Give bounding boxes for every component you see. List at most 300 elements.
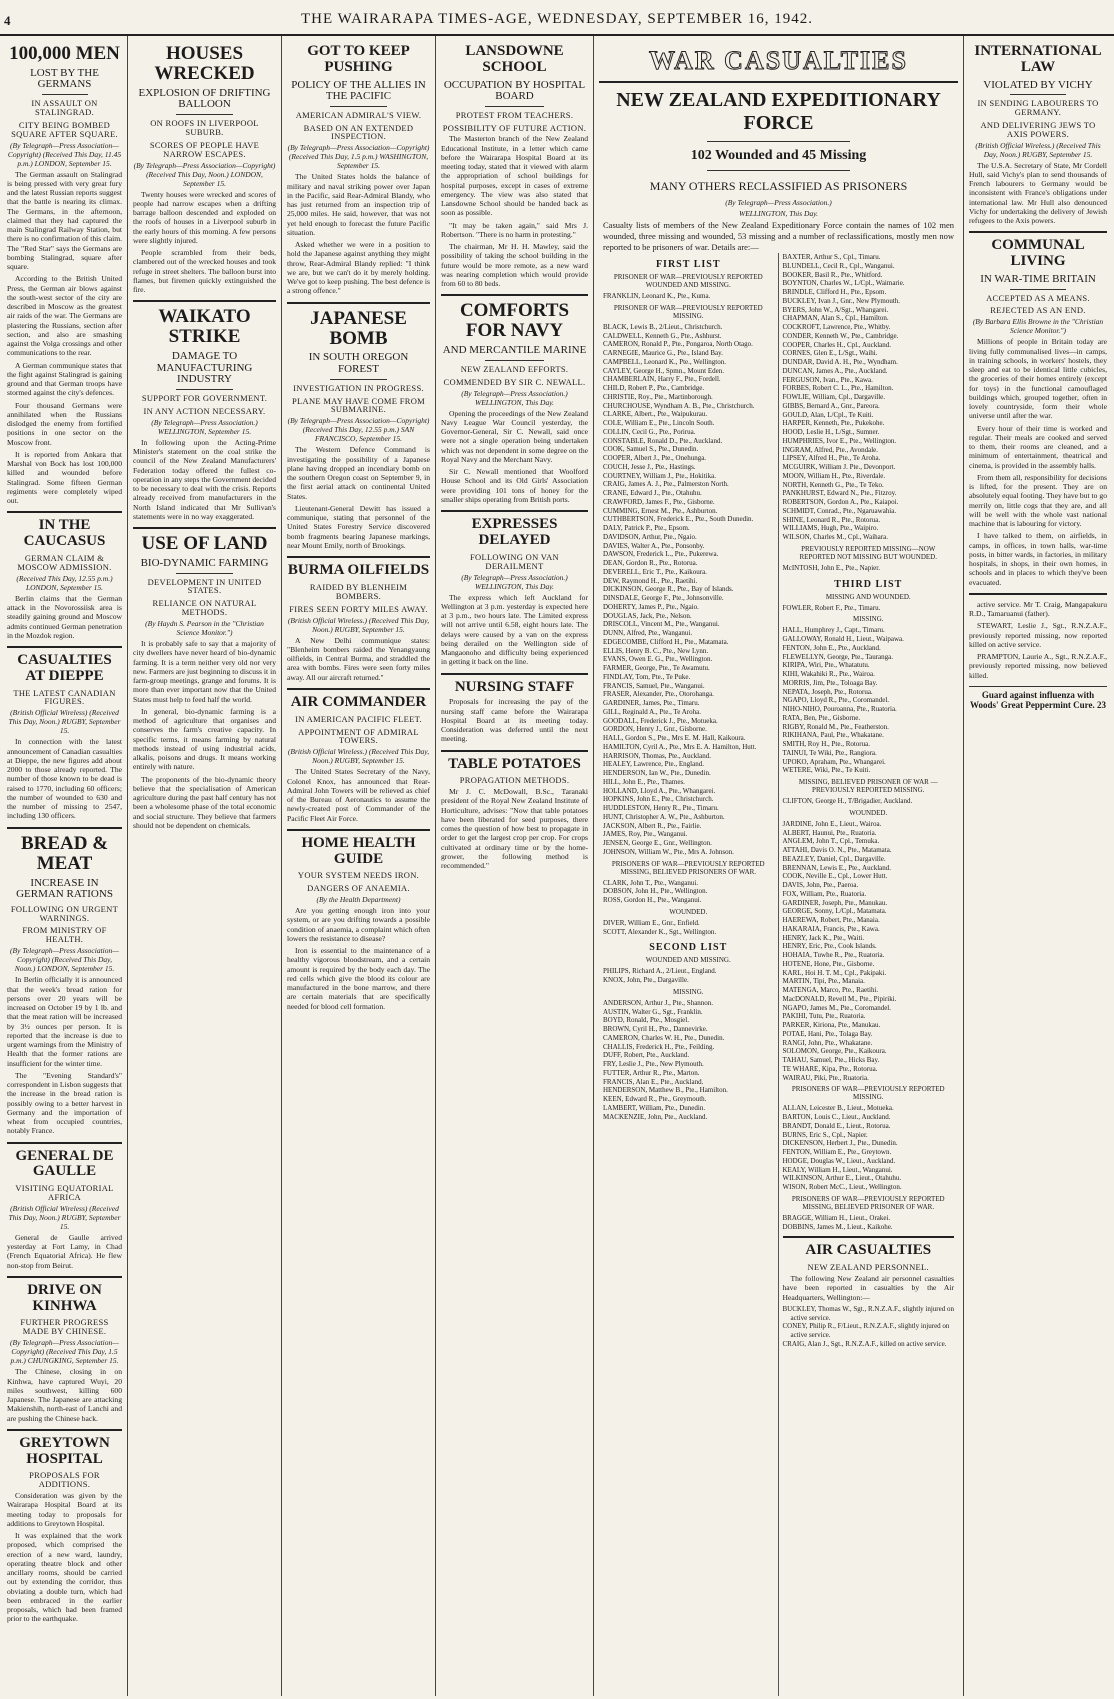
headline: HOME HEALTH GUIDE [301,834,416,867]
casualty-name: CHAMBERLAIN, Harry F., Pte., Fordell. [603,375,721,384]
casualty-name: WISON, Robert McC., Lieut., Wellington. [782,1183,902,1192]
paragraph: Every hour of their time is worked and regular. Their meals are cooked and served to them, their rooms are cleaned, and a minimum of entertainment, theatrical and cinema, is provided in the assembly halls. [969,423,1107,470]
subheadline: BIO-DYNAMIC FARMING [140,556,269,569]
paragraph: The "Evening Standard's" correspondent in Lisbon suggests that the increase in the bread ration is possibly owing to a better harvest in Germany and the importation of wheat from occupied countries, notably France. [7,1070,122,1136]
paragraph: In following upon the Acting-Prime Minister's statement on the coal strike the council of the New Zealand Manufacturers' Federation today offered the fullest co-operation in any steps the Government decided to be necessary to deal with the crisis. Reports already received from manufacturers in the North Island indicated that Mr Sullivan's statements were in no way exaggerated. [133,437,276,521]
list-title: SECOND LIST [649,942,728,954]
paragraph: The proponents of the bio-dynamic theory believe that the specialisation of American agriculture during the past half century has not been a wholesome phase of the total economic and social structure. They believe that farmers should not be dependent on chemicals. [133,774,276,830]
subheadline: MANY OTHERS RECLASSIFIED AS PRISONERS [649,179,908,193]
advertisement [969,686,1107,710]
casualty-name: DAVIDSON, Arthur, Pte., Ngaio. [603,532,697,541]
article-caucasus [7,518,122,640]
casualty-name: KIRIPA, Wiri, Pte., Whatatutu. [782,661,870,670]
casualty-name: DALY, Patrick P., Pte., Epsom. [603,524,690,533]
column-2 [128,36,282,1696]
subheadline: AND MERCANTILE MARINE [442,344,587,357]
casualty-name: HENDERSON, Matthew B., Pte., Hamilton. [603,1086,728,1095]
casualty-name: PAKIHI, Tutu, Pte., Ruatoria. [782,1012,866,1021]
subheadline: LOST BY THE GERMANS [30,66,99,91]
subheadline: NEW ZEALAND EFFORTS. [460,363,569,374]
casualty-name: HUNT, Christopher A. W., Pte., Ashburton. [603,812,725,821]
casualty-name: GOODALL, Frederick J., Pte., Motueka. [603,716,718,725]
casualty-name: MARTIN, Tipi, Pte., Manaia. [782,977,865,986]
byline: (By the Health Department) [316,895,401,905]
byline: (British Official Wireless) (Received This Day, Noon.) RUGBY, September 15. [8,1203,121,1231]
casualty-name: FENTON, William E., Pte., Greytown. [782,1148,892,1157]
casualty-name: LAMBERT, William, Pte., Dunedin. [603,1103,706,1112]
casualty-name: BLACK, Lewis B., 2/Lieut., Christchurch. [603,322,723,331]
casualty-name: ATTAHI, Davis O. N., Pte., Matamata. [782,846,892,855]
column-1 [2,36,128,1696]
casualty-name: NEPATA, Joseph, Pte., Rotorua. [782,687,873,696]
casualty-name: CUTHBERTSON, Frederick E., Pte., South Dunedin. [603,515,754,524]
casualty-name: PHILIPS, Richard A., 2/Lieut., England. [603,967,717,976]
paragraph: Mr J. C. McDowall, B.Sc., Taranaki president of the Royal New Zealand Institute of Horticulture, advises: "Now that table potatoes have been liberated for seed purposes, there comes the question of how best to propagate in order to get the largest crop per crop. For crops cultivated at ordinary time or by the home-grower, the following method is recommended." [441,787,588,871]
casualty-name: GEORGE, Sonny, L/Cpl., Matamata. [782,907,887,916]
casualty-name: BYERS, John W., A/Sgt., Whangarei. [782,305,889,314]
subheadline: FOLLOWING ON VAN DERAILMENT [469,551,559,571]
casualty-name: DOBSON, John H., Pte., Wellington. [603,887,708,896]
headline: CASUALTIES AT DIEPPE [17,652,112,684]
casualty-name: GARDINER, James, Pte., Timaru. [603,699,700,708]
byline: (By Telegraph—Press Association.) WELLINGTON, September 15. [151,417,258,436]
casualty-name: FOWLER, Robert F., Pte., Timaru. [782,603,881,612]
casualty-lists [599,253,958,1696]
casualty-name: CHALLIS, Frederick H., Pte., Feilding. [603,1042,715,1051]
newspaper-title: THE WAIRARAPA TIMES-AGE, WEDNESDAY, SEPTEMBER 16, 1942. [301,11,813,27]
headline: WAIKATO STRIKE [158,306,251,348]
paragraph: The United States holds the balance of military and naval striking power over Japan in the Pacific, said Rear-Admiral Blandy, who has just returned from an inspection trip of 25,000 miles. He said, however, that was not yet held enough to forecast the future Pacific situation. [287,172,430,237]
casualty-name: AUSTIN, Walter G., Sgt., Franklin. [603,1007,703,1016]
article-japanese-bomb [287,309,430,550]
casualty-name: WILSON, Charles M., Cpl., Waihara. [782,533,888,542]
paragraph: The Western Defence Command is investigating the possibility of a Japanese plane having dropped an incendiary bomb on the southern Oregon coast on September 9, in the first aerial attack on continental United States. [287,445,430,501]
article-use-of-land [133,534,276,830]
casualty-name: WETERE, Wiki, Pte., Te Kuiti. [782,766,871,775]
casualty-name: MOON, William H., Pte., Riverdale. [782,471,886,480]
paragraph: Millions of people in Britain today are living fully communalised lives—in camps, in training schools, in workers' hostels, they sleep and eat to be identical little cubicles, the groceries of their homes entirely (except for toys) in the functional camouflaged buildings which, grouped together, often in lovely countryside, form their whole universe until after the war. [969,337,1107,421]
casualty-name: DUNCAN, James A., Pte., Auckland. [782,366,888,375]
subheadline: VIOLATED BY VICHY [983,78,1093,91]
column-war-casualties [594,36,964,1696]
casualty-name: FRANCIS, Samuel, Pte., Wanganui. [603,681,705,690]
headline: IN THE CAUCASUS [23,517,106,550]
paragraph: The United States Secretary of the Navy, Colonel Knox, has announced that Rear-Admiral John Towers will be relieved as chief of the Bureau of Aeronautics to assume the newly-created post of Commander of the Pacific Fleet Air Force. [287,767,430,823]
casualty-name: GOULD, Alan, L/Cpl., Te Kuiti. [782,410,874,419]
article-stalingrad [7,44,122,505]
casualty-name: BARTON, Louis C., Lieut., Auckland. [782,1113,891,1122]
subheadline: NEW ZEALAND PERSONNEL. [807,1262,929,1273]
subheadline: AND DELIVERING JEWS TO AXIS POWERS. [980,119,1096,139]
subheadline: GERMAN CLAIM & MOSCOW ADMISSION. [17,552,112,572]
casualty-name: CALDWELL, Kenneth G., Pte., Ashhurst. [603,331,722,340]
headline: INTERNATIONAL LAW [974,43,1102,75]
casualty-name: DUNDAR, David A. H., Pte., Wyndham. [782,358,898,367]
casualty-name: FLEWELLYN, George, Pte., Tauranga. [782,652,894,661]
casualty-name: FARMER, George, Pte., Te Awamutu. [603,664,710,673]
article-de-gaulle [7,1149,122,1270]
list-title: FIRST LIST [655,259,721,271]
subheadline: EXPLOSION OF DRIFTING BALLOON [138,86,271,111]
headline: TABLE POTATOES [448,755,581,772]
paragraph: In connection with the latest announcement of Canadian casualties at Dieppe, the new figures add about 2000 to those already reported. The number of those known to be dead is raised to 1770, including 60 officers; the number of wounded to 630 and the number of missing to 2547, including 130 officers. [7,737,122,821]
casualty-name: CONSTABLE, Ronald D., Pte., Auckland. [603,436,723,445]
casualty-name: KNOX, John, Pte., Dargaville. [603,976,689,985]
paragraph: It was explained that the work proposed, which comprised the erection of a new ward, laundry, operating theatre block and other ancillary rooms, should be carried out by extending the corridor, thus obviating a double turn, which had been embraced in the earlier proposals, which had been framed prior to the earthquake. [7,1531,122,1624]
casualty-name: BOYD, Ronald, Pte., Mosgiel. [603,1016,689,1025]
casualty-name: INGRAM, Alfred, Pte., Avondale. [782,445,879,454]
paragraph: Proposals for increasing the pay of the nursing staff came before the Wairarapa Hospital Board at its meeting today. Consideration was deferred until the next meeting. [441,697,588,744]
casualty-name: FENTON, John E., Pte., Auckland. [782,643,881,652]
casualty-name: TE WHARE, Kipa, Pte., Rotorua. [782,1064,878,1073]
byline: (By Telegraph—Press Association.) WELLINGTON, This Day. [461,572,568,591]
article-comforts-navy [441,301,588,504]
list-category: MISSING, BELIEVED PRISONER OF WAR —PREVIOUSLY REPORTED MISSING. [798,778,938,795]
casualty-name: ROBERTSON, Gordon A., Pte., Kaiapoi. [782,498,899,507]
casualty-name: COCKROFT, Lawrence, Pte., Whitby. [782,323,891,332]
casualty-name: CAMPBELL, Leonard K., Pte., Wellington. [603,357,726,366]
paragraph: It is probably safe to say that a majority of city dwellers have never heard of bio-dynamic farming. It is a term neither very old nor very new. Farmers are just beginning to discuss it in farm-group meetings, grange and forums. It is more than ever important now that the United States must help to feed half the world. [133,639,276,704]
subheadline: PLANE MAY HAVE COME FROM SUBMARINE. [292,395,425,415]
paragraph: Iron is essential to the maintenance of a healthy vigorous bloodstream, and a certain amount is required by the body each day. The red cells which give the blood its colour are manufactured in the bone marrow, and there are certain materials that are specifically needed for blood cell formation. [287,946,430,1011]
subheadline: DEVELOPMENT IN UNITED STATES. [147,576,262,596]
paragraph: The Masterton branch of the New Zealand Educational Institute, in a letter which came before the Wairarapa Hospital Board at its meeting today, stated that it viewed with alarm the appropriation of school buildings for hospital purposes, except in cases of extreme emergency. The view was also stated that Lansdowne School should be handed back as soon as possible. [441,134,588,218]
subheadline: PROPAGATION METHODS. [459,775,570,786]
byline: (By Telegraph—Press Association.) [725,198,832,207]
article-bread-meat [7,834,122,1136]
article-international-law [969,44,1107,225]
casualty-name: RANGI, John, Pte., Whakatane. [782,1038,873,1047]
column-4 [436,36,594,1696]
paragraph: Lieutenant-General Dewitt has issued a communique, stating that personnel of the United States Forestry Service discovered bomb fragments bearing Japanese markings, near Mount Emily, north of Brookings. [287,503,430,550]
casualty-name: DAWSON, Frederick L., Pte., Pukerewa. [603,550,719,559]
list-category: PREVIOUSLY REPORTED MISSING—NOW REPORTED NOT MISSING BUT WOUNDED. [799,544,937,561]
casualty-name: CRAIG, Alan J., Sgt., R.N.Z.A.F., killed on active service. [782,1339,947,1348]
casualty-name: RATA, Ben, Pte., Gisborne. [782,713,861,722]
casualty-name: HOPKINS, John E., Pte., Christchurch. [603,795,714,804]
paragraph: People scrambled from their beds, clambered out of the wrecked houses and took refuge in street shelters. The balloon burst into flames, but firemen quickly extinguished the fire. [133,248,276,295]
casualty-name: GILL, Reginald A., Pte., Te Aroha. [603,707,701,716]
article-home-health [287,836,430,1011]
casualty-name: PANKHURST, Edward N., Pte., Fitzroy. [782,489,897,498]
subheadline: FIRES SEEN FORTY MILES AWAY. [289,603,428,614]
dateline: WELLINGTON, This Day. [738,209,819,218]
casualty-name: HAMILTON, Cyril A., Pte., Mrs E. A. Hamilton, Hutt. [603,742,757,751]
list-category: PRISONERS OF WAR—PREVIOUSLY REPORTED MISSING, BELIEVED PRISONERS OF WAR. [611,859,765,876]
casualty-name: HALL, Gordon S., Pte., Mrs E. M. Hall, Kaikoura. [603,734,746,743]
casualty-name: COOK, Neville E., Cpl., Lower Hutt. [782,872,888,881]
byline: (By Telegraph—Press Association—Copyright) (Received This Day, Noon.) LONDON, September 15. [10,946,119,974]
paragraph: A German communique states that the fight against Stalingrad is gaining ground and that German troops have stormed against the city's defences. [7,360,122,398]
casualty-name: CUMMING, Ernest M., Pte., Ashburton. [603,506,718,515]
headline: 100,000 MEN [9,43,120,64]
paragraph: The German assault on Stalingrad is being pressed with very great fury and the latest Russian reports suggest that the battle is nearing its climax. The Germans, in the afternoon, claimed that they had captured the main Stalingrad Railway Station, but there is no confirmation of this claim. The "Red Star" says the Germans are bombing Stalingrad, square after square. [7,169,122,272]
casualty-name: CHURCHOUSE, Wyndham A. B., Pte., Christchurch. [603,401,755,410]
subheadline: AMERICAN ADMIRAL'S VIEW. [295,109,422,120]
subheadline: FOLLOWING ON URGENT WARNINGS. [10,903,119,923]
casualty-name: FINDLAY, Tom, Pte., Te Puke. [603,672,691,681]
casualty-name: FORBES, Robert C. L., Pte., Hamilton. [782,384,894,393]
paragraph: Twenty houses were wrecked and scores of people had narrow escapes when a drifting barrage balloon descended and exploded on the roofs of houses in a Liverpool suburb in the early hours of this morning. A few persons were slightly injured. [133,189,276,245]
casualty-name: HAKARAIA, Francis, Pte., Kawa. [782,924,880,933]
casualty-name: DIVER, William E., Gnr., Enfield. [603,918,700,927]
paragraph: In Berlin officially it is announced that the week's bread ration for persons over 20 years will be increased on October 19 by 1 lb. and that the meat ration will be increased by 3½ ounces per person. It is reported that the increase is due to urgent warnings from the Ministry of Health that the former rations are insufficient for the winter time. [7,975,122,1068]
lead-paragraph: Casualty lists of members of the New Zealand Expeditionary Force contain the names of 102 men wounded, three missing and wounded, 53 missing and a number of reclassifications, mostly men now reported to be prisoners of war. Details are:— [603,220,954,253]
subheadline: YOUR SYSTEM NEEDS IRON. [297,870,420,881]
byline: (By Barbara Ellis Browne in the "Christian Science Monitor.") [972,317,1104,336]
headline: JAPANESE BOMB [310,307,407,349]
casualty-name: CHAPMAN, Alan S., Cpl., Hamilton. [782,314,889,323]
casualty-name: MCGUIRK, William J. Pte., Devonport. [782,463,896,472]
casualty-name: HOLLAND, Lloyd A., Pte., Whangarei. [603,786,716,795]
article-dieppe [7,653,122,821]
headline: GENERAL DE GAULLE [15,1147,114,1180]
casualty-name: HILL, John E., Pte., Thames. [603,777,685,786]
casualty-name: KARL, Hoi H. T. M., Cpl., Pakipaki. [782,968,887,977]
subheadline: SUPPORT FOR GOVERNMENT. [141,392,268,403]
list-category: WOUNDED. [849,808,888,817]
byline: (British Official Wireless) (Received This Day, Noon.) RUGBY, September 15. [8,708,121,736]
casualty-name: FUTTER, Arthur R., Pte., Marton. [603,1068,700,1077]
headline: GOT TO KEEP PUSHING [307,43,410,75]
headline: AIR COMMANDER [290,693,427,710]
paragraph: Asked whether we were in a position to hold the Japanese against anything they might throw, Rear-Admiral Blandy replied: "I think we are, but we can't do it by merely holding. We've got to keep pushing. The best defence is a strong offence." [287,240,430,296]
paragraph: "It may be taken again," said Mrs J. Robertson. "There is no harm in protesting." [441,220,588,239]
ad-text: Guard against influenza with Woods' Great Peppermint Cure. [970,689,1095,710]
casualty-name: NIHO-NIHO, Pouroanna, Pte., Ruatoria. [782,705,897,714]
list-category: PRISONERS OF WAR—PREVIOUSLY REPORTED MISSING, BELIEVED PRISONER OF WAR. [791,1194,945,1211]
paragraph: According to the British United Press, the German air blows against the south-west sector of the city are described in Moscow as the greatest air raids of the war. The Germans are plastering the Russians, section after section, and also are smashing against the Volga crossings and other communications to the rear. [7,274,122,358]
byline: (British Official Wireless.) (Received This Day, Noon.) RUGBY, September 15. [287,615,430,634]
paragraph: It is reported from Ankara that Marshal von Bock has lost 100,000 killed and wounded before Stalingrad. Some fifteen German regiments were completely wiped out. [7,449,122,506]
paragraph: Sir C. Newall mentioned that Woolford House School and its Old Girls' Association were providing 101 tons of honey for the smaller ships operating from British ports. [441,467,588,504]
paragraph: The U.S.A. Secretary of State, Mr Cordell Hull, said Vichy's plan to send thousands of French labourers to Germany would be inconsistent with France's obligations under international law. Mr Hull also denounced Vichy for undertaking the delivery of Jewish refugees to the Axis powers. [969,160,1107,226]
headline: DRIVE ON KINHWA [27,1281,102,1314]
casualty-name: BURNS, Eric S., Cpl., Napier. [782,1130,868,1139]
headline: GREYTOWN HOSPITAL [19,1434,110,1467]
casualty-name: BAXTER, Arthur S., Cpl., Timaru. [782,253,881,262]
casualty-name: SMITH, Roy H., Pte., Rotorua. [782,740,870,749]
casualty-name: UPOKO, Apraham, Pte., Whangarei. [782,757,886,766]
byline: (By Telegraph—Press Association—Copyright) (Received This Day, 11.45 p.m.) LONDON, September 15. [7,140,122,168]
casualty-name: HAEREWA, Robert, Pte., Manaia. [782,916,880,925]
masthead [0,0,1114,36]
casualty-name: HOOD, Leslie H., L/Sgt., Sumner. [782,428,880,437]
article-kinhwa [7,1283,122,1423]
casualty-name: HENRY, Jack K., Pte., Waiti. [782,933,865,942]
article-communal-living [969,238,1107,586]
article-expresses [441,517,588,666]
paragraph: Berlin claims that the German attack in the Novorossiisk area is steadily gaining ground and Moscow admits continued German penetration in the Mozdok region. [7,593,122,640]
casualty-name: WILLIAMS, Hugh, Pte., Waipiro. [782,524,879,533]
casualty-name: CLARK, John T., Pte., Wanganui. [603,878,699,887]
paragraph: Are you getting enough iron into your system, or are you drifting towards a possible condition of anaemia, a complaint which often lowers the resistance to disease? [287,906,430,943]
subheadline: FURTHER PROGRESS MADE BY CHINESE. [20,1317,109,1337]
casualty-name: DICKINSON, George R., Pte., Bay of Islands. [603,585,734,594]
casualty-name: BUCKLEY, Thomas W., Sgt., R.N.Z.A.F., slightly injured on active service. [782,1304,954,1322]
paragraph: The Chinese, closing in on Kinhwa, have captured Wuyi, 20 miles southwest, killing 600 Japanese. The Japanese are attacking Makienshih, north-east of Lanchi and are pushing the Chinese back. [7,1367,122,1423]
casualty-name: EDGECOMBE, Clifford H., Pte., Matamata. [603,637,729,646]
casualty-name: JAMES, Roy, Pte., Wanganui. [603,830,688,839]
casualty-name: FERGUSON, Ivan., Pte., Kawa. [782,375,873,384]
headline: BREAD & MEAT [20,832,109,874]
headline: AIR CASUALTIES [805,1242,932,1259]
subheadline: APPOINTMENT OF ADMIRAL TOWERS. [298,726,419,746]
casualty-name: HOHAIA, Tuwhe R., Pte., Ruatoria. [782,951,885,960]
subheadline: IN ANY ACTION NECESSARY. [143,405,266,416]
paragraph: Four thousand Germans were annihilated when the Russians dislodged the enemy from fortified positions in one sector on the Moscow front. [7,400,122,447]
casualty-name: CONDER, Kenneth W., Pte., Cambridge. [782,331,899,340]
casualty-name: CLARKE, Albert., Pte., Waipukurau. [603,410,708,419]
subheadline: SCORES OF PEOPLE HAVE NARROW ESCAPES. [149,139,260,159]
casualty-name: CARNEGIE, Maurice G., Pte., Island Bay. [603,349,723,358]
casualty-name: MacDONALD, Revell M., Pte., Pipiriki. [782,994,897,1003]
casualty-name: BOOKER, Basil R., Pte., Whitford. [782,270,883,279]
subheadline: INVESTIGATION IN PROGRESS. [293,382,424,393]
casualty-name: ANGLEM, John T., Cpl., Temuka. [782,837,880,846]
casualty-name: FOX, William, Pte., Ruatoria. [782,889,867,898]
casualty-name: SCHMIDT, Conrad., Pte., Ngaruawahia. [782,506,897,515]
casualty-name: BLUNDELL, Cecil R., Cpl., Wanganui. [782,261,895,270]
subheadline: PROPOSALS FOR ADDITIONS. [29,1470,100,1490]
subheadline: IN AMERICAN PACIFIC FLEET. [295,713,422,724]
list-category: WOUNDED AND MISSING. [645,956,731,965]
paragraph: Consideration was given by the Wairarapa Hospital Board at its meeting today to proposals for additions to Greytown Hospital. [7,1491,122,1528]
subheadline: POSSIBILITY OF FUTURE ACTION. [442,122,587,133]
casualty-name: FRANKLIN, Leonard K., Pte., Kuma. [603,292,711,301]
casualty-name: KEEN, Edward R., Pte., Greymouth. [603,1095,707,1104]
casualty-name: TAINUI, Te Wiki, Pte., Rangiora. [782,748,877,757]
article-waikato-strike [133,307,276,521]
subheadline: CITY BEING BOMBED SQUARE AFTER SQUARE. [11,119,118,139]
paragraph: The express which left Auckland for Wellington at 3 p.m. yesterday is expected here at 3 p.m., two hours late. The Limited express will not arrive until 6.58, eight hours late. The delays were caused by a van on the express being derailed on the Wellington side of Mangaonoho and difficulty being experienced in getting it back on the line. [441,592,588,667]
casualty-name: BOYNTON, Charles W., L/Cpl., Waimarie. [782,279,905,288]
casualty-name: EVANS, Owen E. G., Pte., Wellington. [603,655,713,664]
casualty-name: BUCKLEY, Ivan J., Gnr., New Plymouth. [782,296,901,305]
byline: (By Telegraph—Press Association—Copyright) (Received This Day, 12.55 p.m.) SAN FRANCISCO, September 15. [287,416,430,444]
casualty-name: CHILD, Robert P., Pte., Cambridge. [603,384,705,393]
casualty-name: FRASER, Alexander, Pte., Otorohanga. [603,690,714,699]
casualty-name: COUCH, Jesse J., Pte., Hastings. [603,462,696,471]
byline: (Received This Day, 12.55 p.m.) LONDON, September 15. [16,573,113,592]
headline: WAR CASUALTIES [649,46,908,75]
casualty-name: LIPSEY, Alfred H., Pte., Te Aroha. [782,454,881,463]
subheadline: 102 Wounded and 45 Missing [690,148,867,163]
casualty-name: BROWN, Cyril H., Pte., Dannevirke. [603,1025,708,1034]
casualty-name: COLE, William E., Pte., Lincoln South. [603,419,715,428]
subheadline: FROM MINISTRY OF HEALTH. [22,925,107,945]
casualty-name: WAIRAU, Piki, Pte., Ruatoria. [782,1073,869,1082]
paragraph: The following New Zealand air personnel casualties have been reported in casualties by the Air Headquarters, Wellington:— [782,1274,954,1302]
casualty-name: GIBBS, Bernard A., Gnr., Pareora. [782,401,880,410]
casualty-name: CAMERON, Charles W. H., Pte., Dunedin. [603,1033,725,1042]
subheadline: BASED ON AN EXTENDED INSPECTION. [303,122,414,142]
casualty-name: SHINE, Leonard R., Pte., Rotorua. [782,515,881,524]
casualty-name: KEALY, William H., Lieut., Wanganui. [782,1165,893,1174]
headline: USE OF LAND [141,533,268,555]
casualty-name: MACKENZIE, John, Pte., Auckland. [603,1112,708,1121]
casualty-name: COLLIN, Cecil G., Pte., Porirua. [603,427,696,436]
paragraph: active service. Mr T. Craig, Mangapakuru R.D., Tamaruanui (father). [969,599,1107,619]
subheadline: IN ASSAULT ON STALINGRAD. [31,98,98,117]
casualty-name: DEW, Raymond H., Pte., Raetihi. [603,576,698,585]
paragraph: A New Delhi communique states: "Blenheim bombers raided the Yenangyaung oilfields, in Central Burma, and straddled the area with bombs. Fires were seen forty miles away. All our aircraft returned." [287,635,430,682]
subheadline: ON ROOFS IN LIVERPOOL SUBURB. [150,117,259,137]
casualty-name: HENDERSON, Ian W., Pte., Dunedin. [603,769,711,778]
casualty-name: ALLAN, Leicester B., Lieut., Motueka. [782,1104,894,1113]
casualty-name: ANDERSON, Arthur J., Pte., Shannon. [603,998,714,1007]
casualty-name: CRAIG, James A. J., Pte., Palmerston North. [603,480,729,489]
casualty-name: CORNES, Glen E., L/Sgt., Waihi. [782,349,878,358]
subheadline: IN SENDING LABOURERS TO GERMANY. [977,98,1099,117]
casualty-name: PARKER, Kiriona, Pte., Manukau. [782,1021,881,1030]
casualty-name: COOK, Samuel S., Pte., Dunedin. [603,445,699,454]
column-6 [964,36,1112,1696]
subheadline: PROTEST FROM TEACHERS. [455,109,574,120]
casualty-name: BRINDLE, Clifford H., Pte., Epsom. [782,288,887,297]
subheadline: RAIDED BY BLENHEIM BOMBERS. [309,581,408,601]
paragraph: Opening the proceedings of the New Zealand Navy League War Council yesterday, the Governor-General, Sir C. Newall, said once were not a single operation being undertaken which was not dependent in some degree on the Royal Navy and the Merchant Navy. [441,408,588,464]
casualty-name: BRANDT, Donald E., Lieut., Rotorua. [782,1121,891,1130]
casualty-name: ALBERT, Haunui, Pte., Ruatoria. [782,828,877,837]
paragraph: In general, bio-dynamic farming is a method of agriculture that organises and conserves the farm's creative capacity. In specific terms, it means farming by natural methods instead of using industrial acids, alkalis, poisons and drugs. It means working entirely with nature. [133,706,276,772]
list-category: PRISONER OF WAR—PREVIOUSLY REPORTED MISSING. [613,303,763,320]
casualty-name: POTAE, Hani, Pte., Tolaga Bay. [782,1029,873,1038]
casualty-name: JACKSON, Albert R., Pte., Fairlie. [603,821,702,830]
subheadline: NEW ZEALAND EXPEDITIONARY FORCE [616,89,941,134]
casualty-name: FOWLIE, William, Cpl., Dargaville. [782,393,885,402]
casualty-name: NGAPO, Lloyd R., Pte., Coromandel. [782,696,890,705]
casualty-name: HODGE, Douglas W., Lieut., Auckland. [782,1156,896,1165]
casualty-name: FRY, Leslie J., Pte., New Plymouth. [603,1060,704,1069]
casualty-name: McINTOSH, John E., Pte., Napier. [782,563,880,572]
headline: COMMUNAL LIVING [991,237,1085,270]
casualty-name: GARDINER, Joseph, Pte., Manukau. [782,898,888,907]
headline: BURMA OILFIELDS [287,562,430,579]
headline: EXPRESSES DELAYED [471,516,558,548]
paragraph: From them all, responsibility for decisions is lifted, for the present. They are on absolutely equal footing. They have but to go merrily on, little cogs that they are, and all will be well with the whole vast national machine that is labouring for victory. [969,472,1107,529]
article-lansdowne [441,44,588,288]
casualty-name: DINSDALE, George F., Pte., Johnsonville. [603,594,724,603]
casualty-name: COOPER, Charles H., Cpl., Auckland. [782,340,891,349]
casualty-name: DICKENSON, Herbert J., Pte., Dunedin. [782,1139,898,1148]
casualty-name: BRENNAN, Lewis E., Pte., Auckland. [782,863,891,872]
casualty-name: HOTENE, Hone, Pte., Gisborne. [782,959,875,968]
list-category: WOUNDED. [669,907,708,916]
casualty-name: HARRISON, Thomas, Pte., Auckland. [603,751,711,760]
byline: (British Official Wireless.) (Received This Day, Noon.) RUGBY, September 15. [975,140,1101,159]
list-category: MISSING. [852,615,884,624]
casualty-name: HEALEY, Lawrence, Pte., England. [603,760,704,769]
subheadline: OCCUPATION BY HOSPITAL BOARD [443,78,586,103]
casualty-name: NGAPO, James M., Pte., Coromandel. [782,1003,891,1012]
casualty-list-right [779,253,959,1696]
casualty-name: HENRY, Eric, Pte., Cook Islands. [782,942,877,951]
byline: (By Telegraph—Press Association—Copyright) (Received This Day, Noon.) LONDON, September 15. [133,160,276,188]
casualty-name: FRANCIS, Alan E., Pte., Auckland. [603,1077,704,1086]
subheadline: THE LATEST CANADIAN FIGURES. [13,687,116,707]
casualty-name: CHRISTIE, Roy., Pte., Martinborough. [603,392,713,401]
casualty-name: KIHI, Wakahiki R., Pte., Wairoa. [782,670,875,679]
casualty-name: TAHAU, Samuel, Pte., Hicks Bay. [782,1056,880,1065]
subheadline: DAMAGE TO MANUFACTURING INDUSTRY [156,350,253,386]
columns [2,36,1112,1696]
list-category: MISSING AND WOUNDED. [825,592,911,601]
article-air-commander [287,695,430,823]
casualty-name: DUNN, Alfred, Pte., Wanganui. [603,629,693,638]
casualty-name: NORTH, Kenneth G., Pte., Te Teko. [782,480,884,489]
subheadline: IN WAR-TIME BRITAIN [980,272,1096,285]
